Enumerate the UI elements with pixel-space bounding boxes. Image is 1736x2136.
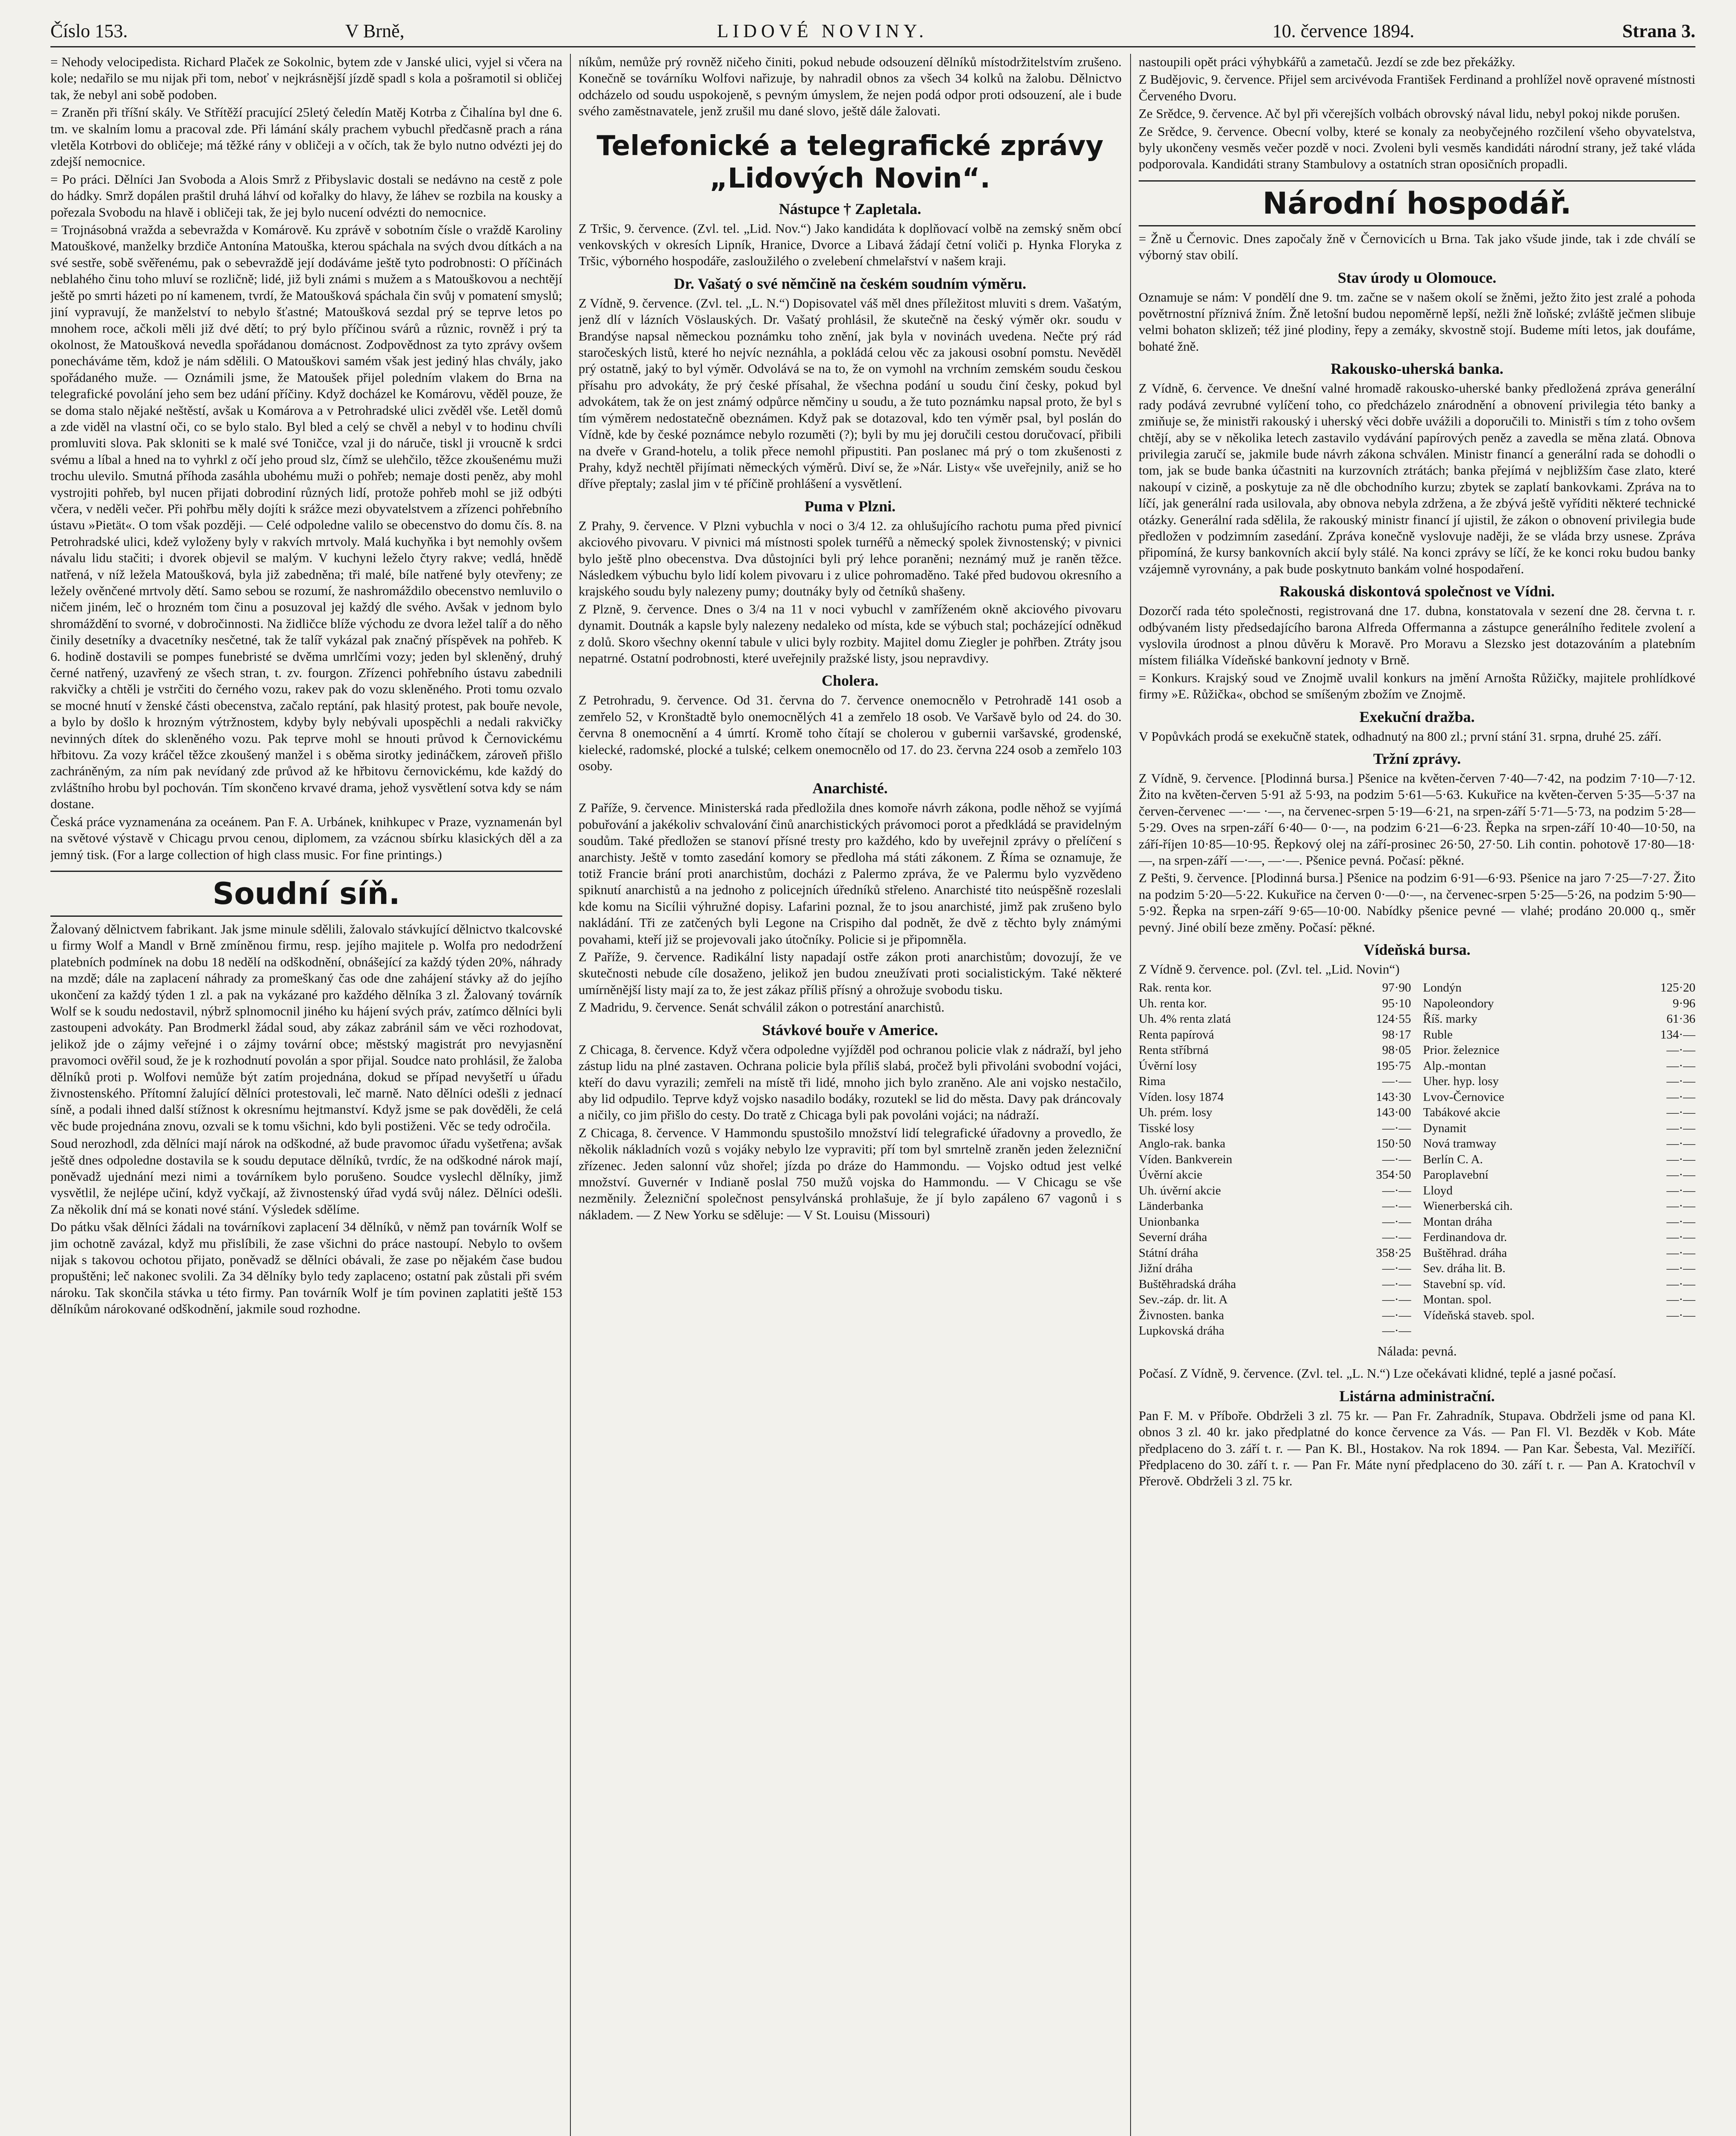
bursa-row	[1423, 980, 1696, 996]
bursa-security-name: Stavební sp. víd.	[1423, 1277, 1506, 1291]
column-divider	[1130, 54, 1131, 2136]
bursa-security-value: 98·17	[1382, 1027, 1411, 1042]
bursa-security-name: Uher. hyp. losy	[1423, 1074, 1499, 1089]
bursa-security-value: 143·00	[1376, 1106, 1411, 1120]
issue-date: 10. července 1894.	[1272, 21, 1415, 41]
bursa-security-value: —·—	[1382, 1324, 1411, 1338]
article-heading: Exekuční dražba.	[1359, 708, 1475, 725]
article-paragraph: Soud nerozhodl, zda dělníci mají nárok na odškodné, až bude pravomoc úřadu vyšetřena; avšak ještě dnes odpoledne dostavila se k soudu deputace dělníků, tvrdíc, že na odškodné nárok mají, poněvadž ujednání mezi nimi a továrníkem bylo porušeno. Soudce vyslechl dělníky, jimž vysvětlil, že nejlépe učiní, když vyčkají, až živnostenský úřad vydá svůj nález. Dělníci odešli. Za několik dní má se konati nové stání. Výsledek sdělíme.	[50, 1136, 562, 1217]
section-heading: Telefonické a telegrafické zprávy „Lidových Novin“.	[596, 130, 1104, 194]
article-paragraph: Pan F. M. v Příboře. Obdrželi 3 zl. 75 kr. — Pan Fr. Zahradník, Stupava. Obdrželi jsme od pana Kl. obnos 3 zl. 40 kr. jako předplatné do konce července za Vás. — Pan Fl. Vl. Bezděk v Kob. Máte předplaceno do 3. září t. r. — Pan K. Bl., Hostakov. Na rok 1894. — Pan Kar. Šebesta, Val. Meziříčí. Předplaceno do 30. září t. r. — Pan Fr. Máte nyní předplaceno do 30. září t. r. — Pan A. Kratochvíl v Přerově. Obdrželi 3 zl. 75 kr.	[1139, 1408, 1695, 1489]
article-paragraph: Česká práce vyznamenána za oceánem. Pan F. A. Urbánek, knihkupec v Praze, vyznamenán byl na světové výstavě v Chicagu prvou cenou, diplomem, za vzácnou sbírku klasických děl a za jemný tisk. (For a large collection of high class music. For fine printings.)	[50, 814, 562, 862]
article-paragraph: Žalovaný dělnictvem fabrikant. Jak jsme minule sdělili, žalovalo stávkující dělnictvo tkalcovské u firmy Wolf a Mandl v Brně zmíněnou firmu, resp. jejího majitele p. Wolfa pro nedodržení platebních podmínek na dobu 18 nedělí na odškodnění, obnášející za každý týden 20%, náhrady na mzdě; dále na zaplacení náhrady za promeškaný čas ode dne zahájení stávky až do jejího ukončení za každý týden 1 zl. a pak na vykázané pro každého dělníka 3 zl. Žalovaný továrník Wolf se k soudu nedostavil, nýbrž splnomocnil jiného ku hájení svých práv, zatímco dělníci byli zastoupeni advokáty. Pan Brodmerkl žádal soud, aby zákaz zabránil sám ve věci rozhodovat, jelikož jde o zájmy veřejné i o zájmy tovární obce; městský magistrát pro nevyjasnění pravomoci ověřil soud, že je k rozhodnutí povolán a spor přijal. Soudce nato prohlásil, že žaloba dělníků proti p. Wolfovi nemůže být zatím projednána, dokud se případ nevyšetří u úřadu živnostenského. Přítomní žalující dělníci protestovali, leč marně. Nato dělníci odešli z jednací síně, a podali ihned další stížnost k okresnímu hejtmanství. Když jsme se pak dověděli, že celá věc bude projednána znovu, ozvali se k tomu všichni, kdo byli postiženi. Věc se tedy odročila.	[50, 921, 562, 1133]
article-paragraph: Z Tršic, 9. července. (Zvl. tel. „Lid. Nov.“) Jako kandidáta k doplňovací volbě na zemský sněm obcí venkovských v okresích Lipník, Hranice, Dvorce a Libavá žádají četní voliči p. Hynka Floryka z Tršic, výborného hospodáře, zasloužilého o zvelebení chmelařství v našem kraji.	[579, 220, 1122, 269]
bursa-security-name: Alp.-montan	[1423, 1059, 1486, 1073]
bursa-security-value: —·—	[1666, 1106, 1695, 1120]
bursa-row	[1423, 1245, 1696, 1261]
bursa-security-name: Vídeňská staveb. spol.	[1423, 1308, 1535, 1322]
bursa-security-name: Úvěrní losy	[1139, 1059, 1197, 1073]
bursa-row	[1423, 1261, 1696, 1276]
article-paragraph: Z Vídně, 6. července. Ve dnešní valné hromadě rakousko-uherské banky předložená zpráva generální rady podává zevrubné vylíčení toho, co předcházelo znárodnění a obnovení privilegia této banky a zmiňuje se, že ministři rakouský i uherský věci dobře uvážili a doporučili to. Ministři s tím z toho ovšem chtějí, aby se v několika letech zastavilo vydávání papírových peněz a zavedla se měna zlatá. Obnova privilegia zaručí se, jakmile bude návrh zákona schválen. Ministr financí a generální rada se dohodli o tom, jak se bude banka účastniti na kurzovních ztrátách; banka přejímá v nejbližším čase zlato, které nakoupí v cizině, a poskytuje za ně dle obchodního kurzu; zbytek se zaplatí bankovkami. Zpráva na to líčí, jak generální rada usilovala, aby obnova nebyla zdržena, a že zbývá ještě vyříditi některé technické otázky. Generální rada sdělila, že rakouský ministr financí jí ujistil, že zákon o obnovení privilegia bude předložen v podzimním zasedání. Zpráva konečně vyslovuje naději, že se vláda brzy usnese. Zpráva připomíná, že kursy bankovních akcií byly stálé. Na konci zprávy se líčí, že ke konci roku budou banky vzájemně vyrovnány, a pak bude poskytnuto bankám volné hospodaření.	[1139, 381, 1695, 576]
bursa-security-value: —·—	[1666, 1043, 1695, 1057]
header-rule	[50, 46, 1695, 47]
bursa-row	[1423, 1121, 1696, 1136]
article-paragraph: V Popůvkách prodá se exekučně statek, odhadnutý na 800 zl.; první stání 31. srpna, druhé 25. září.	[1139, 728, 1662, 744]
bursa-security-name: Paroplavební	[1423, 1168, 1489, 1182]
bursa-row	[1139, 1058, 1411, 1074]
article-heading: Cholera.	[822, 672, 878, 690]
bursa-row	[1423, 1136, 1696, 1152]
bursa-security-name: Tabákové akcie	[1423, 1106, 1501, 1120]
article-paragraph: Ze Srědce, 9. července. Obecní volby, které se konaly za neobyčejného rozčilení všeho obyvatelstva, byly ukončeny vesměs večer pozdě v noci. Zvoleni byli vesměs kandidáti národní strany, jež také vláda podporovala. Kandidáti strany Stambulovy a ostatních stran oposičních propadli.	[1139, 123, 1695, 172]
bursa-security-name: Unionbanka	[1139, 1215, 1199, 1229]
article-paragraph: Z Paříže, 9. července. Ministerská rada předložila dnes komoře návrh zákona, podle něhož se vyjímá pobuřování a jakékoliv schvalování činů anarchistických právomoci porot a předkládá se pravidelným soudům. Také předložen se stanoví přísné tresty pro každého, kdo by uveřejnil zprávy o přelíčení s anarchisty. Ještě v tomto zasedání komory se předloha má státi zákonem. Z Říma se oznamuje, že totiž Francie brání proti anarchistům, docházi z Palermo zpráva, že ve Palermu bylo vyzvědeno spiknutí anarchistů a na jednoho z policejních úředníků střeleno. Anarchisté tito neúspěšně rozeslali kde komu na Sicílii výhružné dopisy. Lafarini poznal, že to jsou anarchisté, jimž pak zrušeno bylo nakládání. Tři ze zatčených byli Legone na Crispiho dal podnět, že dvě z těchto byly známými povahami, kteří již se projevovali jako útočníky. Policie si je připomněla.	[579, 800, 1122, 947]
bursa-row	[1139, 996, 1411, 1012]
article-heading: Tržní zprávy.	[1373, 750, 1461, 767]
bursa-security-name: Dynamit	[1423, 1121, 1466, 1135]
bursa-security-name: Víden. Bankverein	[1139, 1152, 1233, 1166]
article-paragraph: Do pátku však dělníci žádali na továrníkovi zaplacení 34 dělníků, v němž pan továrník Wolf se jim ochotně zavázal, když mu přislíbili, že zase všichni do práce nastoupí. Nebylo to ovšem nijak s takovou ochotou přijato, poněvadž se dělníci obávali, že zase po nějakém čase budou propuštěni; leč nakonec svolili. Za 34 dělníky bylo tedy zaplaceno; ostatní pak zůstali při svém nároku. Tak skončila stávka u této firmy. Pan továrník Wolf je tím povinen zaplatiti ještě 153 dělníkům nárokované odškodnění, jakmile soud rozhodne.	[50, 1219, 562, 1317]
bursa-table	[1139, 980, 1695, 1339]
bursa-security-value: —·—	[1666, 1293, 1695, 1307]
bursa-security-value: —·—	[1382, 1230, 1411, 1244]
article-paragraph: Z Paříže, 9. července. Radikální listy napadají ostře zákon proti anarchistům; dovozují, že ve skutečnosti nebude cíle dosaženo, jelikož jen budou zneužívati proti socialistickým. Také některé umírněnější listy mají za to, že jest zákaz příliš přísný a ohrožuje svobodu tisku.	[579, 949, 1122, 997]
bursa-security-name: Uh. úvěrní akcie	[1139, 1183, 1221, 1197]
bursa-row	[1139, 1011, 1411, 1027]
bursa-security-value: 195·75	[1376, 1059, 1411, 1073]
bursa-security-value: 98·05	[1382, 1043, 1411, 1057]
bursa-row	[1139, 1198, 1411, 1214]
article-heading: Nástupce † Zapletala.	[779, 200, 921, 217]
article-paragraph: = Zraněn při tříšní skály. Ve Střítěží pracující 25letý čeledín Matěj Kotrba z Čihalína byl dne 6. tm. ve skalním lomu a pracoval zde. Při lámání skály prachem vybuchl předčasně prach a rána vletěla Kotrbovi do obličeje; má těžké rány v obličeji a v očích, tak že bylo nutno odvézti jej do zdejší nemocnice.	[50, 105, 562, 169]
bursa-row	[1423, 1058, 1696, 1074]
bursa-security-name: Severní dráha	[1139, 1230, 1207, 1244]
bursa-right-list	[1423, 980, 1696, 1339]
article-paragraph: Z Vídně, 9. července. (Zvl. tel. „L. N.“) Dopisovatel váš měl dnes příležitost mluviti s drem. Vašatým, jenž dlí v lázních Vöslauských. Dr. Vašatý prohlásil, že skutečně na český výměr okr. soudu v Brandýse napsal německou poznámku toho znění, jak byla v novinách uvedena. Nečte prý rád staročeských listů, které ho nejvíc neznáhla, a pokládá celou věc za jakousi osobní pomstu. Nevěděl prý ostatně, jaký to byl výměr. Odvolává se na to, že on vymohl na vrchním zemském soudu českou přísahu pro advokáty, že prý české přísahal, že všechna podání u soudu činí česky, pokud byl advokátem, tak že on jest známý odpůrce němčiny u soudu, a že tuto poznámku napsal proto, že byl s tím výměrem nedostatečně obeznámen. Když pak se dotazoval, kdo ten výměr psal, byl poslán do Vídně, kde by české poznámce nebylo rozuměti (?); byli by mu jej doručili cestou doručovací, přibili na dveře v Grand-hotelu, a tolik přece nemohl připustiti. Pan poslanec má prý o tom zkušenosti z Prahy, když nechtěl přijímati německých výměrů. Diví se, že »Nár. Listy« vše uveřejnily, aniž se ho dříve přeptaly; zaslal jim v té příčině prohlášení a vysvětlení.	[579, 295, 1122, 491]
article-paragraph: = Po práci. Dělníci Jan Svoboda a Alois Smrž z Přibyslavic dostali se nedávno na cestě z pole do hádky. Smrž dopálen praštil druhá láhví od kořalky do hlavy, že láhev se rozbila na kousky a pořezala Svobodu na hlavě i obličeji tak, že jej bylo nucení odvézti do nemocnice.	[50, 171, 562, 220]
bursa-security-value: —·—	[1666, 1246, 1695, 1260]
city-label: V Brně,	[345, 21, 405, 41]
bursa-security-value: —·—	[1666, 1183, 1695, 1197]
article-paragraph: Z Budějovic, 9. července. Přijel sem arcivévoda František Ferdinand a prohlížel nově opravené místnosti Červeného Dvoru.	[1139, 72, 1695, 103]
article-heading: Rakousko-uherská banka.	[1331, 360, 1504, 378]
newspaper-title: LIDOVÉ NOVINY.	[717, 21, 928, 41]
bursa-row	[1139, 1152, 1411, 1168]
bursa-row	[1423, 1229, 1696, 1245]
article-paragraph: Z Pešti, 9. července. [Plodinná bursa.] Pšenice na podzim 6·91—6·93. Pšenice na jaro 7·25—7·27. Žito na podzim 5·20—5·22. Kukuřice na červen 0·—0·—, na červenec-srpen 5·25—5·26, na podzim 5·90—5·92. Řepka na srpen-září 9·65—10·00. Nabídky pšenice pevné — vlahé; prodáno 20.000 q., směr pevný. Jiné obilí beze změny. Počasí: pěkné.	[1139, 870, 1695, 935]
bursa-row	[1423, 1292, 1696, 1308]
column-3	[1139, 54, 1695, 2136]
bursa-security-name: Renta papírová	[1139, 1027, 1214, 1042]
bursa-security-name: Renta stříbrná	[1139, 1043, 1209, 1057]
article-heading: Rakouská diskontová společnost ve Vídni.	[1279, 583, 1555, 600]
bursa-security-value: 143·30	[1376, 1090, 1411, 1104]
bursa-security-name: Prior. železnice	[1423, 1043, 1500, 1057]
bursa-security-value: —·—	[1382, 1308, 1411, 1322]
article-heading: Puma v Plzni.	[805, 497, 896, 515]
article-paragraph: = Konkurs. Krajský soud ve Znojmě uvalil konkurs na jmění Arnošta Růžičky, majitele prohlídkové firmy »E. Růžička«, obchod se smíšeným zbožím ve Znojmě.	[1139, 670, 1695, 702]
bursa-security-name: Buštěhrad. dráha	[1423, 1246, 1507, 1260]
bursa-row	[1139, 1136, 1411, 1152]
bursa-security-name: Sev. dráha lit. B.	[1423, 1262, 1506, 1276]
bursa-security-value: —·—	[1382, 1183, 1411, 1197]
bursa-security-value: —·—	[1666, 1137, 1695, 1151]
bursa-security-value: —·—	[1666, 1168, 1695, 1182]
bursa-row	[1139, 1105, 1411, 1121]
bursa-security-value: —·—	[1666, 1152, 1695, 1166]
article-paragraph: Z Chicaga, 8. července. Když včera odpoledne vyjížděl pod ochranou policie vlak z nádraží, byl jeho zástup lidu na plné zastaven. Ochrana policie byla příliš slabá, pročež byli přivoláni svobodní vojáci, kteří do davu vyrazili; zemřeli na místě tři lidé, mnoho jich bylo zraněno. Ale ani vojsko nestačilo, aby lid odpudilo. Teprve když vojsko nasadilo bodáky, rozutekl se lid do města. Davy pak dráncovaly a ničily, co jim přišlo do cesty. Do tratě z Chicaga byli pak povoláni vojáci; na nádraží.	[579, 1042, 1122, 1123]
bursa-row	[1139, 1167, 1411, 1183]
bursa-security-value: 125·20	[1660, 981, 1695, 995]
article-paragraph: Počasí. Z Vídně, 9. července. (Zvl. tel. „L. N.“) Lze očekávati klidné, teplé a jasné počasí.	[1139, 1366, 1616, 1381]
bursa-security-name: Rima	[1139, 1074, 1166, 1089]
page-number: Strana 3.	[1622, 21, 1695, 41]
bursa-row	[1423, 1042, 1696, 1058]
article-heading: Stávkové bouře v Americe.	[762, 1021, 938, 1039]
bursa-security-value: 150·50	[1376, 1137, 1411, 1151]
bursa-security-name: Uh. renta kor.	[1139, 996, 1207, 1010]
page-header	[50, 16, 1695, 46]
article-heading: Vídeňská bursa.	[1363, 941, 1471, 959]
bursa-security-value: —·—	[1382, 1262, 1411, 1276]
article-paragraph: Z Prahy, 9. července. V Plzni vybuchla v noci o 3/4 12. za ohlušujícího rachotu puma před pivnicí akciového pivovaru. V pivnici má místnosti spolek turnéřů a německý spolek živnostenský; v pivnici bylo ještě plno obecenstva. Dva důstojníci byli prý lehce poraněni; neznámý muž je raněn těžce. Následkem výbuchu bylo lidí kolem pivovaru i z ulice pohromaděno. Také před budovou okresního a krajského soudu byly nalezeny pumy; doutnáky byly od četníků shašeny.	[579, 518, 1122, 599]
article-paragraph: níkům, nemůže prý rovněž ničeho činiti, pokud nebude odsouzení dělníků místodržitelstvím zrušeno. Konečně se továrníku Wolfovi nařizuje, by nahradil obnos za všech 34 kolků na žalobu. Dělnictvo odcházelo od soudu uspokojeně, s pevným úmyslem, že nejen podá odpor proti odsouzení, ale i bude svého zaměstnavatele, jenž zrušil mu dané slovo, ještě dále žalovati.	[579, 54, 1122, 119]
bursa-security-value: 134·—	[1660, 1027, 1695, 1042]
article-paragraph: Z Petrohradu, 9. července. Od 31. června do 7. července onemocnělo v Petrohradě 141 osob a zemřelo 52, v Kronštadtě bylo onemocnělých 41 a zemřelo 18 osob. Ve Varšavě bylo od 24. do 30. června 8 onemocnění a 4 úmrtí. Kromě toho čítají se cholerou v gubernii varšavské, grodenské, kielecké, radomské, plocké a tulské; celkem onemocnělo od 17. do 23. června 224 osob a zemřelo 103 osoby.	[579, 692, 1122, 773]
bursa-security-name: Jižní dráha	[1139, 1262, 1193, 1276]
column-1	[50, 54, 562, 2136]
bursa-security-name: Lloyd	[1423, 1183, 1453, 1197]
bursa-security-value: —·—	[1382, 1277, 1411, 1291]
column-divider	[570, 54, 571, 2136]
bursa-security-value: —·—	[1382, 1121, 1411, 1135]
article-paragraph: Dozorčí rada této společnosti, registrovaná dne 17. dubna, konstatovala v sezení dne 28. června t. r. odbývaném listy předsedajícího barona Alfreda Offermanna a zástupce generálního ředitele zvolení a vyslovila úrodnost a plnou důvěru k Moravě. Pro Moravu a Slezsko jest dotazováním a platebním místem filiálka Vídeňské bankovní jednoty v Brně.	[1139, 603, 1695, 668]
bursa-row	[1423, 1214, 1696, 1230]
bursa-security-name: Víden. losy 1874	[1139, 1090, 1224, 1104]
bursa-security-name: Anglo-rak. banka	[1139, 1137, 1225, 1151]
bursa-row	[1139, 1292, 1411, 1308]
bursa-row	[1139, 1229, 1411, 1245]
bursa-security-name: Berlín C. A.	[1423, 1152, 1483, 1166]
bursa-security-value: —·—	[1666, 1230, 1695, 1244]
article-heading: Anarchisté.	[812, 780, 888, 797]
bursa-row	[1423, 1276, 1696, 1292]
bursa-security-name: Lupkovská dráha	[1139, 1324, 1225, 1338]
bursa-row	[1139, 1245, 1411, 1261]
bursa-security-value: —·—	[1666, 1262, 1695, 1276]
article-paragraph: = Nehody velocipedista. Richard Plaček ze Sokolnic, bytem zde v Janské ulici, vyjel si včera na kole; nedařilo se mu nijak při tom, neboť v nejkrásnější jízdě spadl s kola a pošramotil si obličej tak, že nebyl ani sobě podoben.	[50, 54, 562, 102]
bursa-security-name: Lvov-Černovice	[1423, 1090, 1504, 1104]
bursa-security-value: —·—	[1666, 1308, 1695, 1322]
bursa-security-name: Ruble	[1423, 1027, 1453, 1042]
bursa-security-name: Wienerberská cih.	[1423, 1199, 1513, 1213]
bursa-row	[1423, 1105, 1696, 1121]
bursa-security-value: —·—	[1666, 1090, 1695, 1104]
bursa-security-value: —·—	[1382, 1293, 1411, 1307]
bursa-row	[1139, 980, 1411, 996]
section-heading: Národní hospodář.	[1139, 180, 1695, 226]
bursa-security-value: —·—	[1666, 1277, 1695, 1291]
article-heading: Listárna administrační.	[1339, 1387, 1495, 1405]
article-paragraph: Z Chicaga, 8. července. V Hammondu spustošilo množství lidí telegrafické úřadovny a provedlo, že několik nákladních vozů s vojáky nebylo lze vypraviti; pří tom byl smrtelně zraněn jeden železniční zřízenec. Jeden salonní vůz shořel; jízda po dráze do Hammondu. — Vojsko odtud jest velké množství. Guvernér v Indianě poslal 750 mužů vojska do Hammondu. — V Chicagu se vše nezměnily. Železniční společnost pensylvánská prohlašuje, že jí bylo zapáleno 67 vagonů i s nákladem. — Z New Yorku se sděluje: — V St. Louisu (Missouri)	[579, 1125, 1122, 1222]
bursa-row	[1423, 996, 1696, 1012]
bursa-row	[1139, 1121, 1411, 1136]
bursa-left-list	[1139, 980, 1411, 1339]
bursa-security-value: —·—	[1382, 1215, 1411, 1229]
article-heading: Stav úrody u Olomouce.	[1337, 269, 1497, 286]
bursa-security-value: —·—	[1666, 1074, 1695, 1089]
bursa-row	[1139, 1042, 1411, 1058]
article-paragraph: Ze Srědce, 9. července. Ač byl při včerejších volbách obrovský nával lidu, nebyl pokoj nikde porušen.	[1139, 106, 1680, 121]
bursa-security-value: 97·90	[1382, 981, 1411, 995]
bursa-security-value: —·—	[1666, 1059, 1695, 1073]
bursa-security-value: 354·50	[1376, 1168, 1411, 1182]
bursa-row	[1139, 1308, 1411, 1323]
bursa-row	[1139, 1214, 1411, 1230]
bursa-security-name: Živnosten. banka	[1139, 1308, 1224, 1322]
bursa-security-value: 9·96	[1672, 996, 1695, 1010]
bursa-security-name: Länderbanka	[1139, 1199, 1204, 1213]
bursa-row	[1423, 1089, 1696, 1105]
bursa-row	[1423, 1198, 1696, 1214]
bursa-security-name: Sev.-záp. dr. lit. A	[1139, 1293, 1228, 1307]
bursa-row	[1139, 1323, 1411, 1339]
bursa-security-name: Tisské losy	[1139, 1121, 1195, 1135]
bursa-row	[1139, 1074, 1411, 1089]
article-paragraph: Z Vídně, 9. července. [Plodinná bursa.] Pšenice na květen-červen 7·40—7·42, na podzim 7·10—7·12. Žito na květen-červen 5·91 až 5·93, na podzim 5·61—5·63. Kukuřice na květen-červen 5·35—5·37 na červen-červenec —·— ·—, na červenec-srpen 5·19—6·21, na srpen-září 5·71—5·73, na podzim 5·28—5·29. Oves na srpen-září 6·40— 0·—, na podzim 6·21—6·23. Řepka na srpen-září 10·40—10·50, na září-říjen 10·85—10·95. Řepkový olej na září-prosinec 26·50, 27·50. Lih contin. pohotově 17·80—18·—, na srpen-září —·—, —·—. Pšenice pevná. Počasí: pěkné.	[1139, 771, 1695, 868]
bursa-security-name: Uh. prém. losy	[1139, 1106, 1213, 1120]
bursa-security-name: Ferdinandova dr.	[1423, 1230, 1507, 1244]
bursa-row	[1423, 1074, 1696, 1089]
bursa-security-name: Nová tramway	[1423, 1137, 1497, 1151]
bursa-security-value: 95·10	[1382, 996, 1411, 1010]
bursa-row	[1139, 1089, 1411, 1105]
bursa-security-name: Uh. 4% renta zlatá	[1139, 1012, 1231, 1026]
bursa-security-name: Napoleondory	[1423, 996, 1494, 1010]
bursa-security-name: Montan. spol.	[1423, 1293, 1492, 1307]
article-paragraph: Z Plzně, 9. července. Dnes o 3/4 na 11 v noci vybuchl v zamříženém okně akciového pivovaru dynamit. Doutnák a kapsle byly nalezeny nedaleko od místa, kde se výbuch stal; pocházející odněkud z dolů. Skoro všechny okenní tabule v ulici byly rozbity. Majitel domu Ziegler je pohřben. Ztráty jsou nepatrné. Ostatní podrobnosti, které uveřejnily pražské listy, jsou nepravdivy.	[579, 601, 1122, 666]
article-paragraph: = Žně u Černovic. Dnes započaly žně v Černovicích u Brna. Tak jako všude jinde, tak i zde chválí se výborný stav obilí.	[1139, 231, 1695, 263]
bursa-mood: Nálada: pevná.	[1377, 1343, 1457, 1358]
bursa-row	[1423, 1167, 1696, 1183]
bursa-security-name: Úvěrní akcie	[1139, 1168, 1202, 1182]
bursa-row	[1423, 1152, 1696, 1168]
bursa-security-name: Buštěhradská dráha	[1139, 1277, 1236, 1291]
bursa-security-name: Státní dráha	[1139, 1246, 1198, 1260]
article-paragraph: = Trojnásobná vražda a sebevražda v Komárově. Ku zprávě v sobotním čísle o vraždě Karoliny Matouškové, manželky brzdiče Antonína Matouška, kterou spáchala na svých dvou dítkách a na své sestře, sobě svěřenému, pak o sebevraždě její dodáváme ještě tyto podrobnosti: O příčinách neblahého činu toho mluví se rozličně; lidé, již byli známi s mužem a s Matouškovou a nechtějí ještě po smrti házeti po ní kamenem, tvrdí, že Matoušková spáchala čin svůj v pomatení smyslů; jiní vypravují, že manželství to nebylo šťastné; Matoušková sezdal prý se teprve letos po mnohem roce, ačkoli měli již dvé dětí; to prý bylo příčinou svárů a různic, rovněž i prý ta okolnost, že Matoušková nevedla spořádanou domácnost. Zodpovědnost za tyto zprávy ovšem ponecháváme těm, kdož je nám sdělili. O Matouškovi samém však jest jediný hlas chvály, jako spořádaného muže. — Oznámili jsme, že Matoušek přijel poledním vlakem do Brna na telegrafické povolání jeho sem bez udání příčiny. Když docházel ke Komárovu, věděl pouze, že se doma stalo nějaké neštěstí, avšak u Komárova a v Petrohradské ulici zvěděl vše. Letěl domů a zde viděl na vlastní oči, co se bylo stalo. Byl bled a celý se chvěl a nebyl v to hodinu chvíli promluviti slova. Pak skloniti se k malé své Toničce, vzal ji do náruče, tiskl ji vroucně k srdci svému a líbal a hned na to vyhrkl z očí jeho proud slz, čímž se ulehčilo, těžce zkoušenému muži trochu ulevilo. Smutná příhoda zasáhla ubohému muži o pohřeb; nemaje dosti peněz, aby mohl vystrojiti pohřeb, byl nucen přijati dobrodiní různých lidí, protože pohřeb mohl se již odbýti včera, v neděli večer. Při pohřbu měly dojíti k srážce mezi obyvatelstvem a zřízenci pohřebního ústavu »Pietät«. O tom však později. — Celé odpoledne valilo se obecenstvo do domu čís. 8. na Petrohradské ulici, kdež vyloženy byly v rakvích mrtvoly. Malá kuchyňka i byt nemohly ovšem návalu lidu stačiti; i dvorek objevil se malým. V kuchyni leželo čtyry rakve; vedlá, hnědě natřená, v níž ležela Matoušková, byla již zabedněna; tři malé, bíle natřené byly otevřeny; ze ležely ověnčené mrtvoly dětí. Samo sebou se rozumí, že nashromáždilo obecenstvo nemluvilo o ničem jiném, leč o hrozném tom činu a posuzoval jej každý dle svého. Avšak v jednom bylo shromáždění to svorné, v dobročinnosti. Na židličce blíže východu ze dvora ležel talíř a do něho činily desetníky a dvacetníky nesčetné, tak že talíř vykázal pak značný příspěvek na pohřeb. K 6. hodině dostavili se pompes funebristé se dvěma umrlčími vozy; jeden byl skleněný, druhý černé natřený, uzavřený ze všech stran, t. zv. fourgon. Zřízenci pohřebního ústavu zabednili rakvičky a chtěli je vstrčiti do černého vozu, rakev pak do vozu skleněného. Proti tomu ozvalo se mocné hnutí v ženské části obecenstva, začalo reptání, pak hlasitý protest, pak bouře nevole, a bylo by došlo k hrozným výtržnostem, kdyby byly nebývali upospěchli a nedali rakvičky nevinných dítek do skleněného vozu. Pak teprve mohl se hnouti průvod k Černovickému hřbitovu. Za vozy kráčel těžce zkoušený manžel i s oběma sirotky jedináčkem, zároveň přišlo zachráněným, za ním pak nevídaný zde průvod až ke hřbitovu černovickému, kde každý do zvláštního hrobu byl pochován. Tím skončeno krvavé drama, jehož vysvětlení sotva kdy se nám dostane.	[50, 222, 562, 812]
bursa-security-value: 124·55	[1376, 1012, 1411, 1026]
bursa-row	[1423, 1183, 1696, 1199]
bursa-row	[1423, 1308, 1696, 1323]
bursa-security-value: —·—	[1666, 1215, 1695, 1229]
bursa-row	[1423, 1027, 1696, 1043]
column-2	[579, 54, 1122, 2136]
bursa-row	[1139, 1276, 1411, 1292]
bursa-security-value: —·—	[1382, 1199, 1411, 1213]
bursa-security-value: —·—	[1666, 1199, 1695, 1213]
bursa-row	[1139, 1027, 1411, 1043]
bursa-security-name: Rak. renta kor.	[1139, 981, 1212, 995]
bursa-row	[1139, 1261, 1411, 1276]
bursa-security-value: —·—	[1382, 1074, 1411, 1089]
article-paragraph: nastoupili opět práci výhybkářů a zametačů. Jezdí se zde bez překážky.	[1139, 54, 1516, 69]
bursa-row	[1139, 1183, 1411, 1199]
bursa-security-name: Londýn	[1423, 981, 1462, 995]
bursa-intro: Z Vídně 9. července. pol. (Zvl. tel. „Lid. Novin“)	[1139, 962, 1400, 977]
article-paragraph: Oznamuje se nám: V pondělí dne 9. tm. začne se v našem okolí se žněmi, ježto žito jest zralé a pohoda povětrnostní příznivá žním. Žně letošní budou nepoměrně lepší, nežli žně loňské; zvláště ječmen slibuje velmi bohaton sklizeň; též jiné plodiny, řepy a zemáky, skvostně stojí. Budeme míti letos, jak doufáme, bohaté žně.	[1139, 289, 1695, 354]
bursa-security-value: —·—	[1382, 1152, 1411, 1166]
section-heading: Soudní síň.	[50, 871, 562, 917]
bursa-row	[1423, 1011, 1696, 1027]
bursa-security-value: 358·25	[1376, 1246, 1411, 1260]
bursa-security-value: 61·36	[1666, 1012, 1695, 1026]
article-paragraph: Z Madridu, 9. července. Senát schválil zákon o potrestání anarchistů.	[579, 1000, 945, 1015]
bursa-security-name: Montan dráha	[1423, 1215, 1492, 1229]
bursa-security-name: Říš. marky	[1423, 1012, 1478, 1026]
bursa-security-value: —·—	[1666, 1121, 1695, 1135]
issue-number: Číslo 153.	[50, 21, 128, 41]
article-heading: Dr. Vašatý o své němčině na českém soudním výměru.	[674, 275, 1026, 292]
